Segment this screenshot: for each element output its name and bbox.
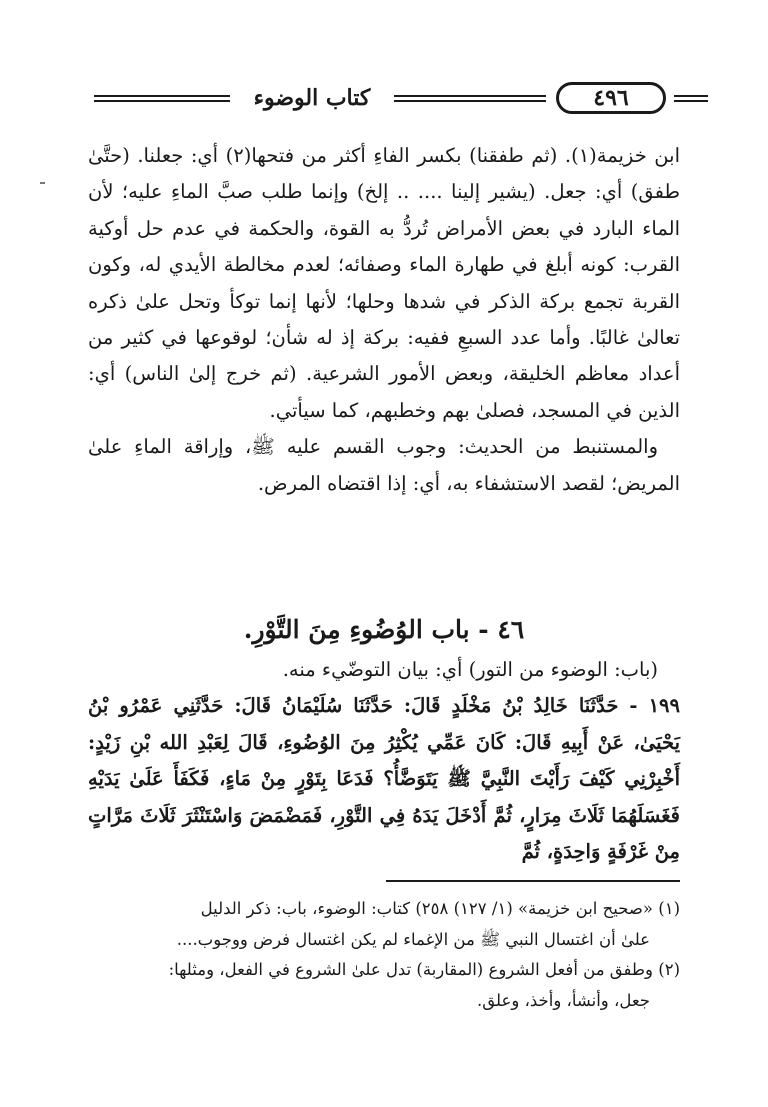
header-rule-middle: [394, 95, 546, 97]
page-header: [94, 78, 708, 122]
scan-mark: [40, 182, 45, 184]
header-rule-right-lower: [674, 100, 708, 102]
header-rule-left: [94, 95, 230, 97]
footnote-2-line-2: جعل، وأنشأ، وأخذ، وعلق.: [477, 990, 650, 1010]
footnotes: [88, 894, 680, 1016]
running-chapter-title: كتاب الوضوء: [253, 85, 371, 111]
footnote-1-line-1: (١) «صحيح ابن خزيمة» (١/ ١٢٧) ٢٥٨) كتاب: الوضوء، باب: ذكر الدليل: [200, 899, 680, 918]
page-number: ٤٩٦: [556, 82, 666, 114]
commentary-paragraph: والمستنبط من الحديث: وجوب القسم عليه ﷺ، وإراقة الماءِ علىٰ المريض؛ لقصد الاستشفاء به، أي: إذا اقتضاه المرض.: [88, 435, 680, 495]
header-rule-middle-lower: [394, 100, 546, 102]
footnote-separator: [386, 880, 680, 882]
header-rule-left-lower: [94, 100, 230, 102]
commentary-text: [88, 138, 680, 502]
hadith-text: ١٩٩ - حَدَّثَنَا خَالِدُ بْنُ مَخْلَدٍ قَالَ: حَدَّثَنَا سُلَيْمَانُ قَالَ: حَدَّثَنِي عَمْرُو بْنُ يَحْيَىٰ، عَنْ أَبِيهِ قَالَ: كَانَ عَمِّي يُكْثِرُ مِنَ الوُضُوءِ، قَالَ لِعَبْدِ الله بْنِ زَيْدٍ: أَخْبِرْنِي كَيْفَ رَأَيْتَ النَّبِيَّ ﷺ يَتَوَضَّأُ؟ فَدَعَا بِتَوْرٍ مِنْ مَاءٍ، فَكَفَأَ عَلَىٰ يَدَيْهِ فَغَسَلَهُمَا ثَلَاثَ مِرَارٍ، ثُمَّ أَدْخَلَ يَدَهُ فِي التَّوْرِ، فَمَضْمَضَ وَاسْتَنْثَرَ ثَلَاثَ مَرَّاتٍ مِنْ غَرْفَةٍ وَاحِدَةٍ، ثُمَّ: [88, 694, 680, 864]
chapter-heading: ٤٦ - باب الوُضُوءِ مِنَ التَّوْرِ.: [243, 615, 525, 644]
header-rule-right: [674, 95, 708, 97]
footnote-2-line-1: (٢) وطفق من أفعل الشروع (المقاربة) تدل علىٰ الشروع في الفعل، ومثلها:: [168, 960, 680, 979]
footnote-1-line-2: علىٰ أن اغتسال النبي ﷺ من الإغماء لم يكن اغتسال فرض ووجوب....: [176, 929, 650, 949]
chapter-explanation: (باب: الوضوء من التور) أي: بيان التوضّيء منه.: [282, 658, 658, 681]
commentary-paragraph: ابن خزيمة(١). (ثم طفقنا) بكسر الفاءِ أكثر من فتحها(٢) أي: جعلنا. (حتَّىٰ طفق) أي: جعل. (يشير إلينا .... .. إلخ) وإنما طلب صبَّ الماءِ عليه؛ لأن الماء البارد في بعض الأمراض تُردُّ به القوة، والحكمة في عدم حل أوكية القرب: كونه أبلغ في طهارة الماء وصفائه؛ لعدم مخالطة الأيدي له، وكون القربة تجمع بركة الذكر في شدها وحلها؛ لأنها إنما توكأ وتحل علىٰ ذكره تعالىٰ غالبًا. وأما عدد السبعِ ففيه: بركة إذ له شأن؛ لوقوعها في كثير من أعداد معاظم الخليقة، وبعض الأمور الشرعية. (ثم خرج إلىٰ الناس) أي: الذين في المسجد، فصلىٰ بهم وخطبهم، كما سيأتي.: [88, 144, 680, 422]
chapter-body: [88, 652, 680, 870]
